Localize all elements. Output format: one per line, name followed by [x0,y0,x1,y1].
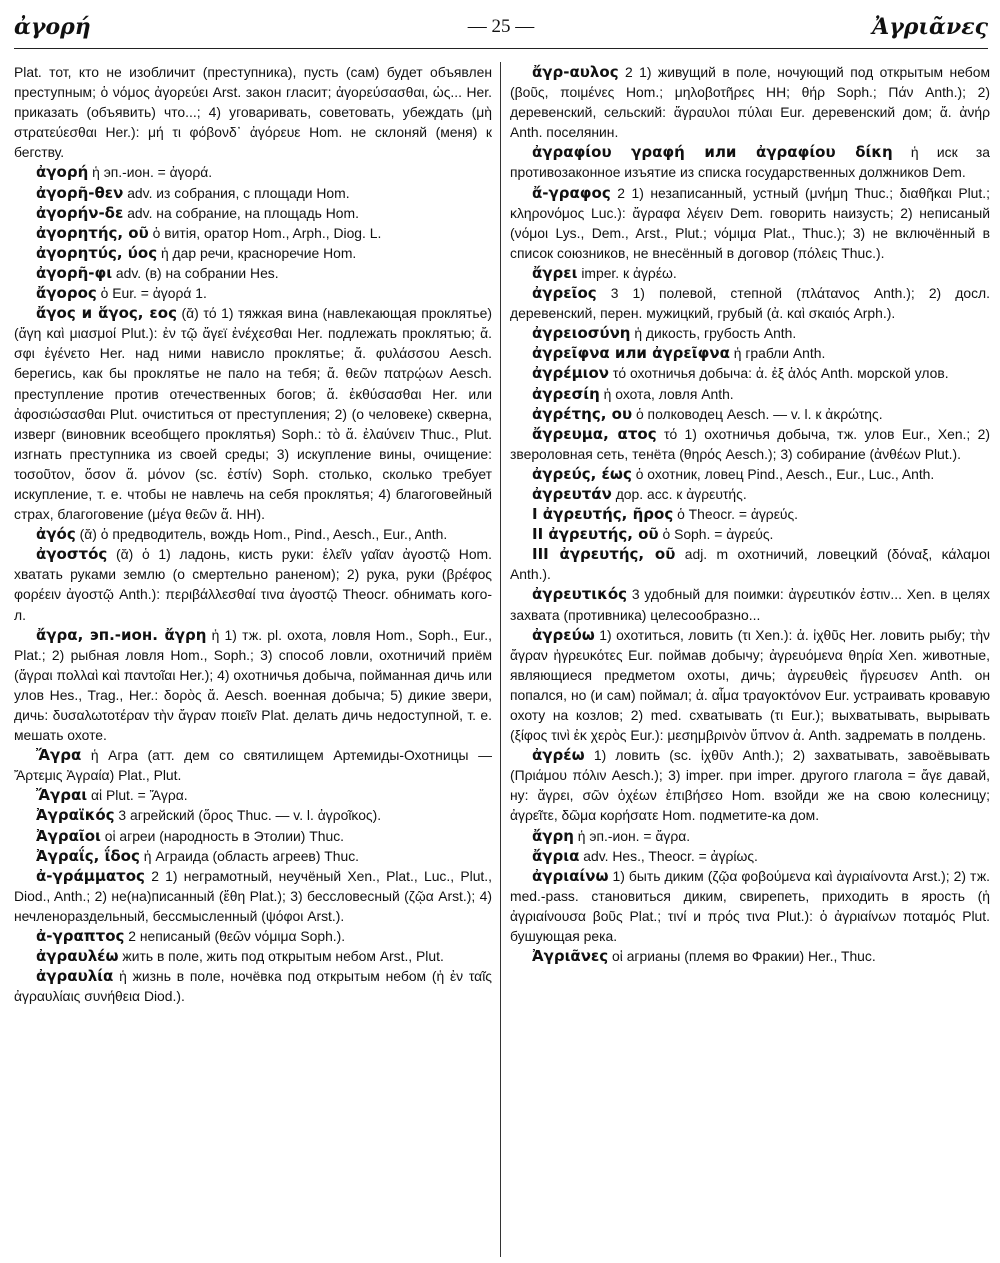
entry-text: 1) ловить (sc. ἰχθῦν Anth.); 2) захватывать, завоёвывать (Πριάμου πόλιν Aesch.); 3) imper. при imper. другого глагола = ἄγε давай, ну: ἄγρει, σῶν ὀχέων ἐπιβήσεο Hom. взойди же на свою колесницу; ἀγρεῖτε, δῶμα κορήσατε Hom. подметите-ка дом. [510,747,990,824]
entry-headword: ἀγραυλία [36,967,114,986]
entry-headword: III ἀγρευτής, οῦ [532,545,676,564]
dictionary-entry [510,464,990,484]
dictionary-entry [14,966,492,1006]
entry-headword: ἀγρέτης, ου [532,404,633,423]
dictionary-entry [14,805,492,825]
entry-text: 2 1) живущий в поле, ночующий под открытым небом (βοῦς, ποιμένες Hom.; μηλοβοτῆρες HH; θήρ Soph.; Πάν Anth.); 2) деревенский, сельский: ἄγραυλοι πύλαι Eur. деревенский дом; ἄ. ἀνήρ Anth. поселянин. [510,64,990,141]
column-divider [500,62,501,1257]
entry-headword: ἀγρεύς, έως [532,464,632,483]
entry-text: ἡ грабли Anth. [729,345,826,362]
dictionary-entry [510,142,990,182]
header-left-word: ἀγορή [14,14,91,40]
entry-headword: ἀγορή [36,163,89,182]
entry-headword: ἄγρευμα, ατος [532,424,657,443]
entry-text: ἡ дар речи, красноречие Hom. [157,244,357,261]
entry-text: αἱ Plut. = Ἄγρα. [87,787,188,804]
entry-text: ὁ Eur. = ἀγορά 1. [96,285,207,302]
dictionary-entry [510,745,990,825]
dictionary-entry [14,524,492,544]
dictionary-entry [510,866,990,946]
entry-headword: ἀγρειοσύνη [532,324,631,343]
entry-headword: ἀγρεῖφνα или ἀγρεῖφνα [532,344,730,363]
dictionary-entry [14,926,492,946]
entry-text: ἡ 1) тж. pl. охота, ловля Hom., Soph., Eur., Plat.; 2) рыбная ловля Hom., Soph.; 3) способ ловли, охотничий приём (ἄγραι πολλαὶ καὶ παντοῖαι Her.); 4) охотничья добыча, пойманная дичь или улов Hes., Trag., Her.: δορὸς ἄ. Aesch. военная добыча; 5) дикие звери, дичь: δυσαλωτοτέραν τὴν ἄγραν ποιεῖν Plat. делать дичь недоступной, т. е. мешать охоте. [14,626,492,744]
entry-headword: ἄγρα, эп.-ион. ἄγρη [36,625,207,644]
entry-text: τό охотничья добыча: ἀ. ἐξ ἁλός Anth. морской улов. [609,365,949,382]
dictionary-entry [14,846,492,866]
entry-text: τό 1) охотничья добыча, тж. улов Eur., Xen.; 2) звероловная сеть, тенёта (θηρός Aesch.); 3) собирание (ἀνθέων Plut.). [510,425,990,462]
dictionary-entry [510,504,990,524]
entry-headword: ἀγραφίου γραφή или ἀγραφίου δίκη [532,143,893,162]
entry-text: ὁ охотник, ловец Pind., Aesch., Eur., Luc., Anth. [631,465,935,482]
entry-text: жить в поле, жить под открытым небом Arst., Plut. [118,948,444,965]
dictionary-entry [14,203,492,223]
entry-text: ὁ полководец Aesch. — v. l. к ἀκρώτης. [632,405,883,422]
entry-headword: Ἀγραΐς, ΐδος [36,846,140,865]
left-column [14,62,492,1257]
dictionary-entry [14,625,492,746]
dictionary-entry [510,826,990,846]
entry-headword: ἀγορήν-δε [36,203,124,222]
dictionary-entry [510,524,990,544]
entry-headword: ἄγρια [532,846,580,865]
dictionary-entry [14,243,492,263]
entry-headword: ἀγρεύω [532,625,595,644]
entry-text: ὁ Theocr. = ἀγρεύς. [673,506,799,523]
entry-headword: Ἀγραϊκός [36,806,115,825]
entry-text: 2 1) неграмотный, неучёный Xen., Plat., Luc., Plut., Diod., Anth.; 2) не(на)писанный (ἔθη Plat.); 3) бессловесный (ζῷα Arst.); 4) нечленораздельный, бессмысленный (ψόφοι Arst.). [14,867,492,924]
right-column [510,62,990,1257]
entry-text: ἡ эп.-ион. = ἄγρα. [573,827,691,844]
dictionary-entry [14,544,492,624]
entry-headword: Ἀγραῖοι [36,826,101,845]
dictionary-entry [14,283,492,303]
dictionary-entry [510,424,990,464]
entry-headword: ἄγος и ἅγος, εος [36,304,177,323]
entry-headword: ἀ-γράμματος [36,866,145,885]
entry-headword: ἀγοστός [36,545,108,564]
dictionary-entry [14,946,492,966]
dictionary-entry [510,584,990,624]
entry-text: adv. на собрание, на площадь Hom. [123,204,359,221]
entry-text: ἡ Аграида (область агреев) Thuc. [139,847,360,864]
entry-text: ἡ эп.-ион. = ἀγορά. [88,164,213,181]
entry-headword: ἀγρεῖος [532,284,597,303]
dictionary-entry [14,866,492,926]
dictionary-entry [14,785,492,805]
entry-headword: ἀγορητύς, ύος [36,243,158,262]
entry-headword: I ἀγρευτής, ῆρος [532,505,674,524]
dictionary-entry [510,363,990,383]
entry-text: ἡ иск за противозаконное изъятие из списка государственных должников Dem. [510,144,990,181]
dictionary-entry [510,404,990,424]
entry-headword: ἀγρεσίη [532,384,600,403]
entry-headword: ἀ-γραπτος [36,927,125,946]
dictionary-entry [510,183,990,263]
dictionary-entry [510,323,990,343]
entry-text: ἡ жизнь в поле, ночёвка под открытым небом (ἡ ἐν ταῖς ἀγραυλίαις συνήθεια Diod.). [14,968,492,1005]
entry-text: οἱ агрианы (племя во Фракии) Her., Thuc. [608,948,876,965]
entry-headword: ἀγορητής, οῦ [36,223,149,242]
dictionary-entry [510,625,990,746]
entry-text: 2 неписаный (θεῶν νόμιμα Soph.). [124,928,346,945]
entry-text: (ᾰ) τό 1) тяжкая вина (навлекающая проклятье) (ἄγη καὶ μιασμοί Plut.): ἐν τῷ ἄγεϊ ἐνέχεσθαι Her. подлежать проклятью; ἄ. σφι ἐγένετο Her. над ними нависло проклятье; ἄ. φυλάσσου Aesch. берегись, как бы проклятье не пало на тебя; ἄ. θεῶν πατρῴων Aesch. преступление против отечественных богов; ἄ. ἐκθύσασθαι Her. или ἀφοσιώσασθαι Plut. очиститься от преступления; 2) (о человеке) скверна, изверг (виновник всеобщего проклятья) Soph.: τὸ ἄ. ἐλαύνειν Thuc., Plut. изгнать преступника из своей среды; 3) искупление вины, очищение: τοσοῦτον, ὅσον ἄ. μόνον (sc. ἐστίν) Soph. столько, сколько требует искупление, т. е. чтобы не навлечь на себя проклятья; 4) благоговейный страх, благоговение (μέγα θεῶν ἄ. HH). [14,305,492,523]
entry-text: (ᾰ) ὁ предводитель, вождь Hom., Pind., Aesch., Eur., Anth. [75,526,448,543]
entry-headword: ἀγραυλέω [36,947,119,966]
dictionary-entry [510,283,990,323]
entry-headword: ἀγρέμιον [532,364,610,383]
entry-headword: ἄγορος [36,284,97,303]
entry-text: imper. к ἀγρέω. [577,264,677,281]
entry-headword: Ἄγραι [36,786,88,805]
dictionary-entry [14,162,492,182]
entry-text: 1) охотиться, ловить (τι Xen.): ἀ. ἰχθῦς Her. ловить рыбу; τὴν ἄγραν ἠγρευκότες Eur. поймав добычу; ἀγρευόμενα θηρία Xen. животные, являющиеся предметом охоты, дичь; ἀγρευθεὶς ἤγρευσεν Anth. он попался, но (и сам) поймал; ἀ. αἷμα τραγοκτόνον Eur. устраивать кровавую охоту на козлов; 2) med. схватывать (τι Eur.); выхватывать, вырывать (ξίφος τινὶ ἐκ χερὸς Eur.): μεσημβρινὸν ὕπνον ἀ. Anth. задремать в полдень. [510,626,990,744]
entry-text: adv. из собрания, с площади Hom. [123,184,350,201]
dictionary-entry [14,303,492,524]
dictionary-entry [510,263,990,283]
entry-headword: Ἄγρα [36,746,82,765]
page-header [14,14,988,49]
entry-text: 3 1) полевой, степной (πλάτανος Anth.); 2) досл. деревенский, перен. мужицкий, грубый (ἀ. καὶ σκαιός Arph.). [510,285,990,322]
entry-headword: ἀγριαίνω [532,866,609,885]
entry-text: adj. m охотничий, ловецкий (δόναξ, κάλαμοι Anth.). [510,546,990,583]
entry-text: 3 агрейский (ὅρος Thuc. — v. l. ἀγροῖκος). [114,807,382,824]
entry-text: дор. acc. к ἀγρευτής. [611,485,747,502]
dictionary-entry [510,946,990,966]
entry-text: 2 1) незаписанный, устный (μνήμη Thuc.; διαθῆκαι Plut.; κληρονόμος Luc.): ἄγραφα λέγειν Dem. говорить наизусть; 2) неписаный (νόμοι Lys., Dem., Arst., Plut.; νόμιμα Plat., Thuc.); 3) не включённый в список союзников, не внесённый в договор (πόλεις Thuc.). [510,184,990,261]
entry-headword: ἀγρευτάν [532,484,612,503]
entry-text: 1) быть диким (ζῷα φοβούμενα καὶ ἀγριαίνοντα Arst.); 2) тж. med.-pass. становиться диким, свирепеть, приходить в ярость (ἡ ἀγριαίνουσα βοῦς Plat.; τινί и πρός τινα Plut.): ὁ ἀγριαίνων ποταμός Plut. бушующая река. [510,867,990,945]
entry-text: Plat. тот, кто не изобличит (преступника), пусть (сам) будет объявлен преступным; ὁ νόμος ἀγορεύει Arst. закон гласит; ἀγορεύσασθαι, ὡς... Her. приказать (объявить) что...; 4) уговаривать, советовать, убеждать (μὴ στρατεύεσθαι Her.): μή τι φόβονδ᾽ ἀγόρευε Hom. не склоняй (меня) к бегству. [14,64,492,161]
entry-headword: ἀγρευτικός [532,585,628,604]
header-right-word: Ἀγριᾶνες [872,14,988,40]
entry-headword: ἄ-γραφος [532,183,611,202]
entry-headword: ἀγρέω [532,746,585,765]
entry-text: ἡ Агра (атт. дем со святилищем Артемиды-Охотницы — Ἄρτεμις Ἀγραία) Plat., Plut. [14,747,492,784]
dictionary-entry [510,343,990,363]
dictionary-entry [510,484,990,504]
entry-headword: ἀγός [36,525,76,544]
entry-text: ἡ охота, ловля Anth. [599,385,734,402]
page-number: — 25 — [467,16,535,37]
entry-text: (ᾰ) ὁ 1) ладонь, кисть руки: ἑλεῖν γαῖαν ἀγοστῷ Hom. хватать руками землю (о смертельно раненом); 2) рука, руки (βρέφος φορέειν ἀγοστῷ Anth.): περιβάλλεσθαί τινα ἀγοστῷ Theocr. обнимать кого-л. [14,546,492,623]
dictionary-entry [510,544,990,584]
dictionary-entry [14,183,492,203]
dictionary-entry [510,62,990,142]
entry-headword: II ἀγρευτής, οῦ [532,525,659,544]
entry-text: ὁ Soph. = ἀγρεύς. [658,526,774,543]
dictionary-entry [510,846,990,866]
entry-text: οἱ агреи (народность в Этолии) Thuc. [100,827,345,844]
entry-headword: ἀγορῆ-φι [36,263,113,282]
entry-text: ὁ витія, оратор Hom., Arph., Diog. L. [148,224,382,241]
entry-text: adv. (в) на собрании Hes. [112,264,279,281]
entry-text: 3 удобный для поимки: ἀγρευτικόν ἐστιν... Xen. в целях захвата (противника) целесообразно... [510,586,990,623]
entry-text: adv. Hes., Theocr. = ἀγρίως. [579,847,758,864]
dictionary-entry [14,745,492,785]
entry-headword: ἀγορῆ-θεν [36,183,124,202]
dictionary-entry [14,263,492,283]
entry-headword: ἄγρει [532,263,578,282]
entry-headword: ἄγρ-αυλος [532,63,619,81]
dictionary-entry [14,62,492,162]
dictionary-entry [14,826,492,846]
entry-text: ἡ дикость, грубость Anth. [630,325,797,342]
dictionary-entry [510,384,990,404]
dictionary-entry [14,223,492,243]
entry-headword: Ἀγριᾶνες [532,947,609,966]
entry-headword: ἄγρη [532,826,574,845]
